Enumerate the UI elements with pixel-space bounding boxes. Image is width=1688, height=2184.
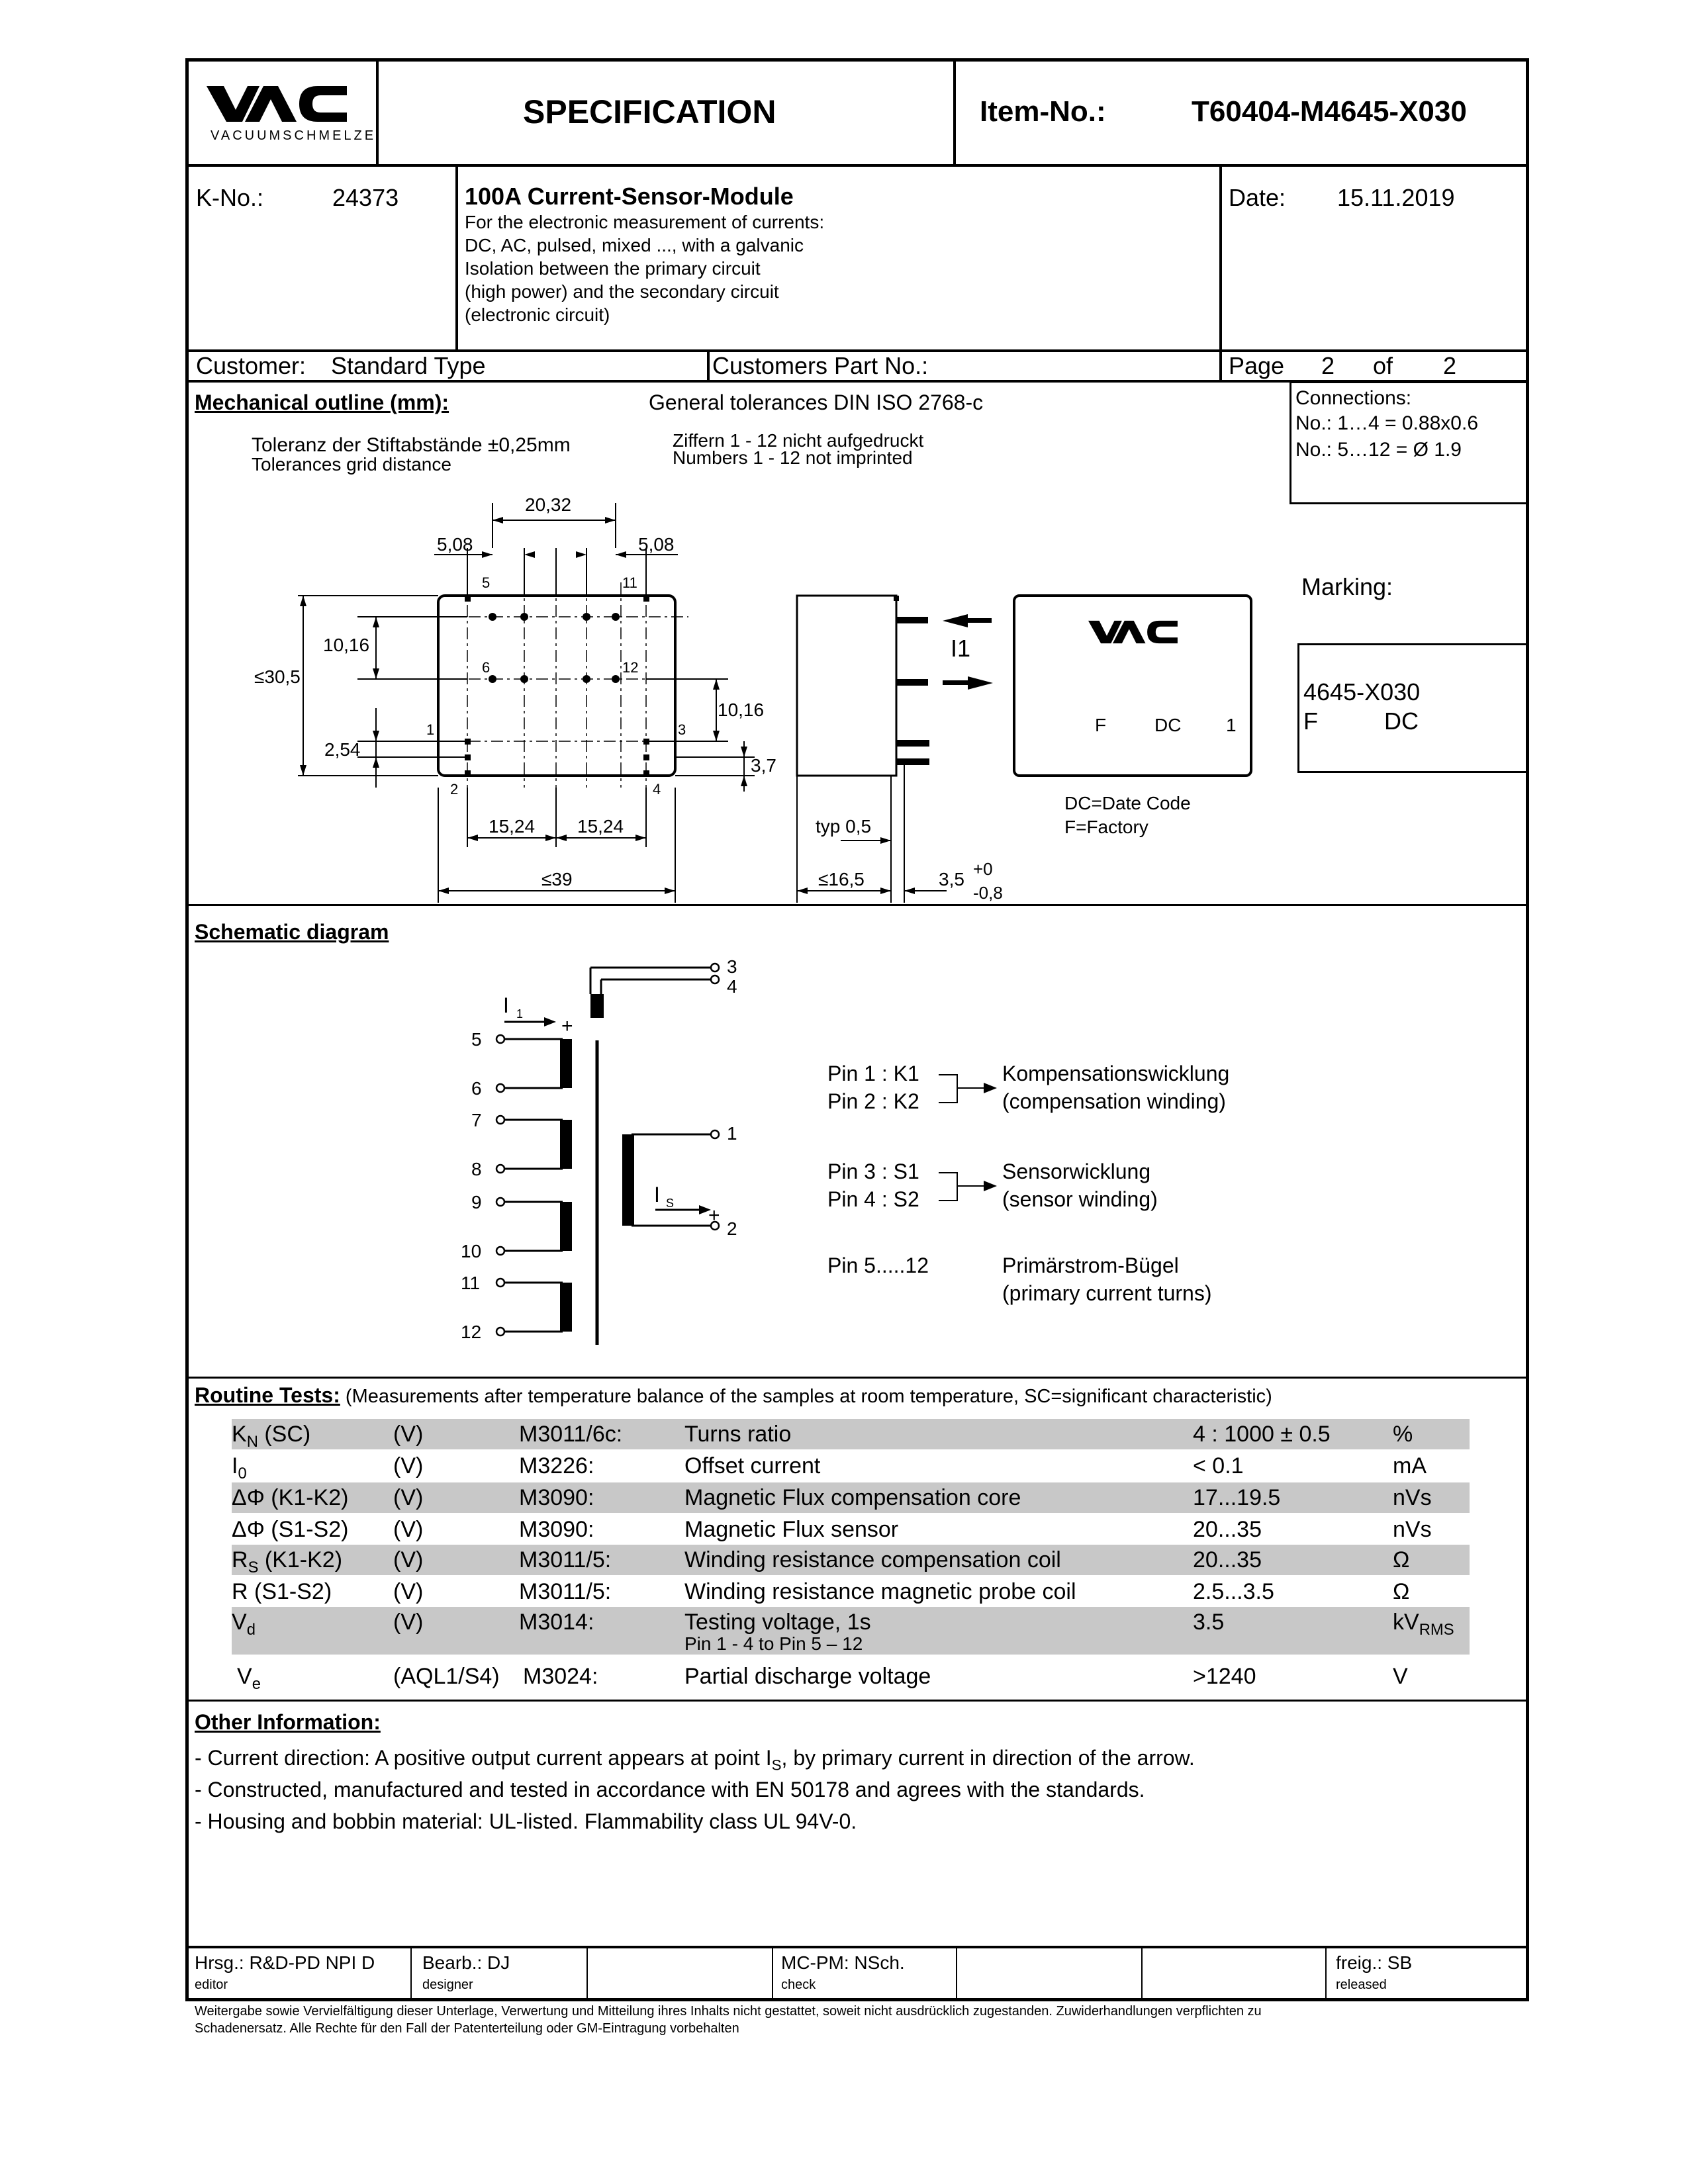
routine-value: >1240 <box>1193 1664 1256 1689</box>
routine-type: (V) <box>393 1453 424 1479</box>
legend-factory: F=Factory <box>1064 817 1149 837</box>
schematic-pin-label: 4 <box>727 976 737 997</box>
divider <box>586 1946 588 2000</box>
dim-label: 15,24 <box>577 816 624 837</box>
pin-number: 5 <box>482 574 491 591</box>
schematic-pin-label: 11 <box>461 1273 481 1293</box>
pin-number: 1 <box>426 721 435 738</box>
pin-legend-desc: Kompensationswicklung <box>1002 1062 1230 1085</box>
routine-value: 3.5 <box>1193 1610 1225 1635</box>
routine-method: M3090: <box>519 1485 594 1510</box>
date-label: Date: <box>1229 184 1286 211</box>
marking-box <box>1297 643 1529 773</box>
vac-logo <box>207 83 377 143</box>
routine-type: (V) <box>393 1485 424 1510</box>
product-desc-line: (electronic circuit) <box>465 304 610 325</box>
routine-method: M3011/6c: <box>519 1422 623 1447</box>
routine-desc: Winding resistance compensation coil <box>684 1547 1061 1572</box>
routine-heading: Routine Tests: <box>195 1383 340 1407</box>
product-desc-line: (high power) and the secondary circuit <box>465 281 779 302</box>
routine-unit: Ω <box>1393 1579 1410 1604</box>
routine-desc: Partial discharge voltage <box>684 1664 931 1689</box>
general-tolerances: General tolerances DIN ISO 2768-c <box>649 390 984 414</box>
dim-label: ≤30,5 <box>254 666 301 687</box>
legend-brackets <box>933 1066 1000 1211</box>
routine-value: 20...35 <box>1193 1547 1262 1572</box>
customer-label: Customer: <box>196 352 306 379</box>
pin-number: 6 <box>482 659 491 676</box>
other-info-sub: S <box>771 1756 782 1774</box>
schematic-pin-label: 8 <box>471 1159 482 1179</box>
routine-unit: Ω <box>1393 1547 1410 1572</box>
routine-value: 4 : 1000 ± 0.5 <box>1193 1422 1331 1447</box>
routine-value: < 0.1 <box>1193 1453 1244 1479</box>
side-current-label: I1 <box>951 635 971 662</box>
divider <box>953 58 956 165</box>
routine-method: M3011/5: <box>519 1579 612 1604</box>
routine-desc: Testing voltage, 1s <box>684 1610 871 1635</box>
footer-released: freig.: SB <box>1336 1952 1413 1973</box>
legal-notice: Schadenersatz. Alle Rechte für den Fall der Patenterteilung oder GM-Eintragung vorbehalten <box>195 2021 739 2036</box>
product-title: 100A Current-Sensor-Module <box>465 183 794 210</box>
routine-tests-heading-line <box>195 1383 1272 1408</box>
routine-type: (V) <box>393 1517 424 1542</box>
i1-sub: 1 <box>516 1007 524 1021</box>
i1-label: I <box>503 993 509 1017</box>
schematic-heading: Schematic diagram <box>195 920 389 944</box>
front-mark-dc: DC <box>1154 715 1182 735</box>
front-mark-f: F <box>1095 715 1107 735</box>
divider <box>772 1946 773 2000</box>
page-title: SPECIFICATION <box>523 93 776 130</box>
schematic-diagram <box>450 946 755 1350</box>
pin-legend-desc: (compensation winding) <box>1002 1089 1226 1113</box>
routine-desc: Magnetic Flux sensor <box>684 1517 899 1542</box>
footer-check: MC-PM: NSch. <box>781 1952 905 1973</box>
pin-number: 2 <box>450 781 459 797</box>
divider <box>1141 1946 1143 2000</box>
routine-method: M3011/5: <box>519 1547 612 1572</box>
other-info-text: - Current direction: A positive output current appears at point I <box>195 1746 772 1770</box>
schematic-pin-label: 5 <box>471 1029 482 1050</box>
footer-role: designer <box>422 1978 473 1992</box>
top-view-drawing <box>245 483 788 907</box>
divider <box>956 1946 957 2000</box>
k-no-value: 24373 <box>332 184 399 211</box>
side-body-outline <box>797 596 896 776</box>
other-info-text: , by primary current in direction of the arrow. <box>781 1746 1195 1770</box>
module-body-outline <box>438 596 675 776</box>
footer-role: check <box>781 1978 816 1992</box>
schematic-pin-label: 3 <box>727 956 737 977</box>
routine-method: M3014: <box>519 1610 594 1635</box>
front-view-outline <box>1013 594 1252 777</box>
divider <box>1325 1946 1327 2000</box>
tolerance-en: Tolerances grid distance <box>252 454 451 475</box>
routine-desc: Turns ratio <box>684 1422 792 1447</box>
divider <box>185 1700 1529 1702</box>
page-total: 2 <box>1443 352 1457 379</box>
routine-param: $V_e$ <box>237 1664 261 1693</box>
schematic-pin-label: 2 <box>727 1218 737 1239</box>
connections-line: No.: 5…12 = Ø 1.9 <box>1295 439 1462 461</box>
dim-label: 2,54 <box>324 739 361 760</box>
routine-unit: nVs <box>1393 1517 1432 1542</box>
routine-value: 20...35 <box>1193 1517 1262 1542</box>
marking-line: F DC <box>1303 707 1419 735</box>
dim-label: 20,32 <box>525 494 572 515</box>
divider <box>455 164 458 351</box>
routine-desc: Magnetic Flux compensation core <box>684 1485 1021 1510</box>
item-no-value: T60404-M4645-X030 <box>1192 95 1467 128</box>
page-label: Page <box>1229 352 1285 379</box>
date-value: 15.11.2019 <box>1337 184 1455 211</box>
routine-method: M3226: <box>519 1453 594 1479</box>
dim-label: 10,16 <box>718 700 765 720</box>
footer-role: released <box>1336 1978 1387 1992</box>
legend-date-code: DC=Date Code <box>1064 793 1191 813</box>
routine-type: (V) <box>393 1610 424 1635</box>
routine-method: M3024: <box>523 1664 598 1689</box>
schematic-pin-label: 10 <box>461 1241 482 1261</box>
dim-label: ≤39 <box>541 869 573 889</box>
pin-number: 3 <box>678 721 686 738</box>
routine-param: ΔΦ (K1-K2) <box>232 1485 349 1510</box>
page-of-label: of <box>1373 352 1393 379</box>
k-no-label: K-No.: <box>196 184 264 211</box>
front-mark-1: 1 <box>1226 715 1237 735</box>
plus-sign: + <box>561 1015 573 1037</box>
dim-label: 3,7 <box>751 755 776 776</box>
divider <box>185 164 1529 167</box>
pin-number: 12 <box>622 659 639 676</box>
item-no-label: Item-No.: <box>980 95 1106 128</box>
footer-role: editor <box>195 1978 228 1992</box>
other-info-line: - Constructed, manufactured and tested in accordance with EN 50178 and agrees with the standards. <box>195 1778 1145 1801</box>
note-en: Numbers 1 - 12 not imprinted <box>673 447 913 468</box>
product-desc-line: For the electronic measurement of currents: <box>465 212 825 232</box>
customer-value: Standard Type <box>331 352 486 379</box>
marking-line: 4645-X030 <box>1303 678 1421 705</box>
is-sub: S <box>666 1197 675 1210</box>
schematic-pin-label: 12 <box>461 1322 482 1342</box>
schematic-pin-label: 9 <box>471 1192 482 1212</box>
legal-notice: Weitergabe sowie Vervielfältigung dieser Unterlage, Verwertung und Mitteilung ihres Inhalts nicht gestattet, soweit nicht ausdrücklich zugestanden. Zuwiderhandlungen verpflichten zu <box>195 2004 1262 2019</box>
routine-param: $V_d$ <box>232 1610 256 1639</box>
footer-editor: Hrsg.: R&D-PD NPI D <box>195 1952 375 1973</box>
side-view-drawing <box>788 582 1003 907</box>
schematic-pin-label: 1 <box>727 1123 737 1144</box>
footer-designer: Bearb.: DJ <box>422 1952 510 1973</box>
schematic-pin-label: 6 <box>471 1078 482 1099</box>
dim-label: -0,8 <box>973 883 1003 903</box>
connections-box <box>1289 381 1528 504</box>
routine-param: ΔΦ (S1-S2) <box>232 1517 349 1542</box>
mech-heading: Mechanical outline (mm): <box>195 390 449 414</box>
routine-unit: $kV_{RMS}$ <box>1393 1610 1454 1639</box>
other-info-line: - Housing and bobbin material: UL-listed. Flammability class UL 94V-0. <box>195 1809 857 1833</box>
pin-legend-desc: Primärstrom-Bügel <box>1002 1253 1179 1277</box>
connections-line: Connections: <box>1295 387 1412 409</box>
routine-desc-sub: Pin 1 - 4 to Pin 5 – 12 <box>684 1633 863 1654</box>
routine-type: (V) <box>393 1547 424 1572</box>
pin-legend: Pin 3 : S1 <box>827 1160 919 1183</box>
page-number: 2 <box>1321 352 1335 379</box>
marking-label: Marking: <box>1301 573 1393 600</box>
other-info-heading: Other Information: <box>195 1710 381 1734</box>
pin-legend-desc: (primary current turns) <box>1002 1281 1212 1305</box>
connections-line: No.: 1…4 = 0.88x0.6 <box>1295 412 1479 434</box>
pin-legend: Pin 1 : K1 <box>827 1062 919 1085</box>
routine-param: $R_S$ (K1-K2) <box>232 1547 343 1576</box>
routine-value: 2.5...3.5 <box>1193 1579 1274 1604</box>
product-desc-line: DC, AC, pulsed, mixed ..., with a galvanic <box>465 235 804 255</box>
divider <box>707 349 710 381</box>
routine-method: M3090: <box>519 1517 594 1542</box>
dim-label: 10,16 <box>323 635 370 655</box>
dim-label: typ 0,5 <box>816 816 872 837</box>
is-label: I <box>654 1183 660 1206</box>
routine-type: (AQL1/S4) <box>393 1664 500 1689</box>
divider <box>410 1946 412 2000</box>
routine-note: (Measurements after temperature balance of the samples at room temperature, SC=significant characteristic) <box>340 1386 1272 1407</box>
routine-param: R (S1-S2) <box>232 1579 332 1604</box>
divider <box>376 58 379 165</box>
routine-desc: Offset current <box>684 1453 821 1479</box>
routine-type: (V) <box>393 1422 424 1447</box>
dim-label: 5,08 <box>638 534 675 555</box>
divider <box>185 1946 1529 1948</box>
dim-label: +0 <box>973 859 993 879</box>
note-de: Ziffern 1 - 12 nicht aufgedruckt <box>673 430 924 451</box>
routine-value: 17...19.5 <box>1193 1485 1281 1510</box>
pin-legend-desc: (sensor winding) <box>1002 1187 1158 1211</box>
pin-number: 4 <box>653 781 661 797</box>
pin-legend: Pin 2 : K2 <box>827 1089 919 1113</box>
routine-param: $I_0$ <box>232 1453 247 1482</box>
front-vac-logo <box>1088 612 1181 653</box>
tolerance-de: Toleranz der Stiftabstände ±0,25mm <box>252 434 571 456</box>
vac-logo-mark <box>207 83 352 124</box>
dim-label: 5,08 <box>437 534 473 555</box>
vac-logo-subtext: VACUUMSCHMELZE <box>211 128 377 143</box>
divider <box>185 1377 1529 1379</box>
dim-label: ≤16,5 <box>818 869 865 889</box>
pin-legend: Pin 4 : S2 <box>827 1187 919 1211</box>
pin-number: 11 <box>622 574 637 591</box>
routine-param: $K_N$ (SC) <box>232 1422 311 1451</box>
dim-label: 15,24 <box>489 816 536 837</box>
other-info-line <box>195 1746 1195 1774</box>
routine-desc: Winding resistance magnetic probe coil <box>684 1579 1076 1604</box>
dim-label: 3,5 <box>939 869 964 889</box>
routine-unit: V <box>1393 1664 1408 1689</box>
pin-legend-desc: Sensorwicklung <box>1002 1160 1151 1183</box>
customers-part-label: Customers Part No.: <box>712 352 929 379</box>
divider <box>1219 164 1222 381</box>
pin-legend: Pin 5.....12 <box>827 1253 929 1277</box>
routine-unit: nVs <box>1393 1485 1432 1510</box>
routine-type: (V) <box>393 1579 424 1604</box>
product-desc-line: Isolation between the primary circuit <box>465 258 761 279</box>
schematic-pin-label: 7 <box>471 1110 482 1130</box>
plus-sign: + <box>708 1205 720 1226</box>
routine-unit: mA <box>1393 1453 1427 1479</box>
routine-unit: % <box>1393 1422 1413 1447</box>
